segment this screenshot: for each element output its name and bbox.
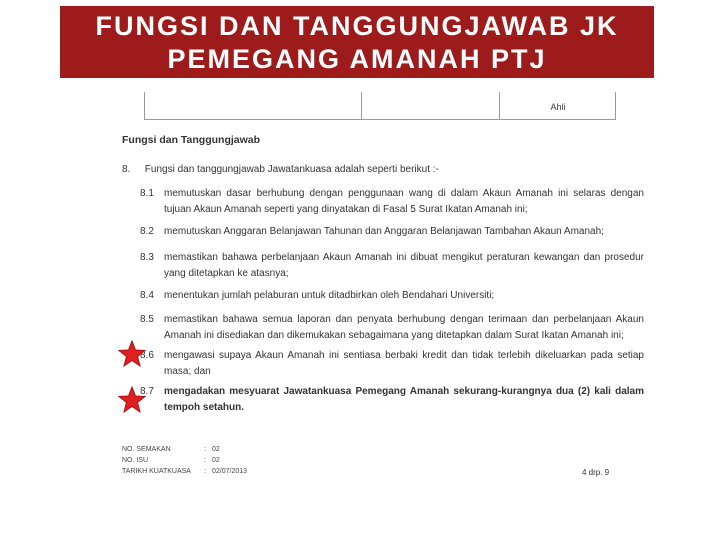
slide-title-line-2: PEMEGANG AMANAH PTJ (167, 44, 547, 74)
footer-key: NO. SEMAKAN (122, 446, 171, 453)
header-table (144, 92, 616, 120)
item-number: 8.6 (140, 350, 154, 361)
section-heading: Fungsi dan Tanggungjawab (122, 134, 261, 146)
item-text: menentukan jumlah pelaburan untuk ditadbirkan oleh Bendahari Universiti; (164, 290, 495, 301)
slide-title-line-1: FUNGSI DAN TANGGUNGJAWAB JK (95, 11, 619, 41)
page-number: 4 drp. 9 (582, 468, 610, 477)
footer-separator: : (204, 468, 206, 475)
item-number: 8.1 (140, 188, 154, 199)
item-text: memutuskan Anggaran Belanjawan Tahunan dan Anggaran Belanjawan Tambahan Akaun Amanah; (164, 226, 604, 237)
footer-value: 02 (212, 457, 220, 464)
item-text: memutuskan dasar berhubung dengan penggunaan wang di dalam Akaun Amanah ini selaras dengan tujuan Akaun Amanah seperti yang dinyatakan di Fasal 5 Surat Ikatan Amanah ini; (164, 188, 644, 215)
item-text: memastikan bahawa perbelanjaan Akaun Amanah ini dibuat mengikut peraturan kewangan dan prosedur yang ditetapkan ke atasnya; (164, 252, 644, 279)
item-number: 8.7 (140, 386, 154, 397)
footer-separator: : (204, 457, 206, 464)
table-cell-ahli: Ahli (550, 102, 566, 112)
item-text: mengadakan mesyuarat Jawatankuasa Pemegang Amanah sekurang-kurangnya dua (2) kali dalam tempoh setahun. (164, 386, 644, 413)
item-text: memastikan bahawa semua laporan dan penyata berhubung dengan terimaan dan perbelanjaan Akaun Amanah ini disediakan dan dikemukakan sebagaimana yang ditetapkan dalam Surat Ikatan Amanah ini; (164, 314, 644, 341)
footer-value: 02/07/2013 (212, 468, 248, 475)
footer-key: NO. ISU (122, 457, 149, 464)
footer-separator: : (204, 446, 206, 453)
item-number: 8.2 (140, 226, 154, 237)
slide-title (60, 6, 654, 78)
item-text: mengawasi supaya Akaun Amanah ini sentiasa berbaki kredit dan tidak terlebih dikeluarkan pada setiap masa; dan (164, 350, 644, 377)
item-number: 8.3 (140, 252, 154, 263)
star-marker-icon (118, 386, 146, 414)
clause-text: Fungsi dan tanggungjawab Jawatankuasa adalah seperti berikut :- (144, 164, 439, 175)
clause-number: 8. (122, 164, 131, 175)
footer-value: 02 (212, 446, 220, 453)
star-marker-icon (118, 340, 146, 368)
document-excerpt (112, 92, 660, 522)
intro-clause (122, 164, 439, 175)
item-number: 8.5 (140, 314, 154, 325)
item-number: 8.4 (140, 290, 154, 301)
table-divider (361, 92, 362, 119)
footer-key: TARIKH KUATKUASA (122, 468, 191, 475)
